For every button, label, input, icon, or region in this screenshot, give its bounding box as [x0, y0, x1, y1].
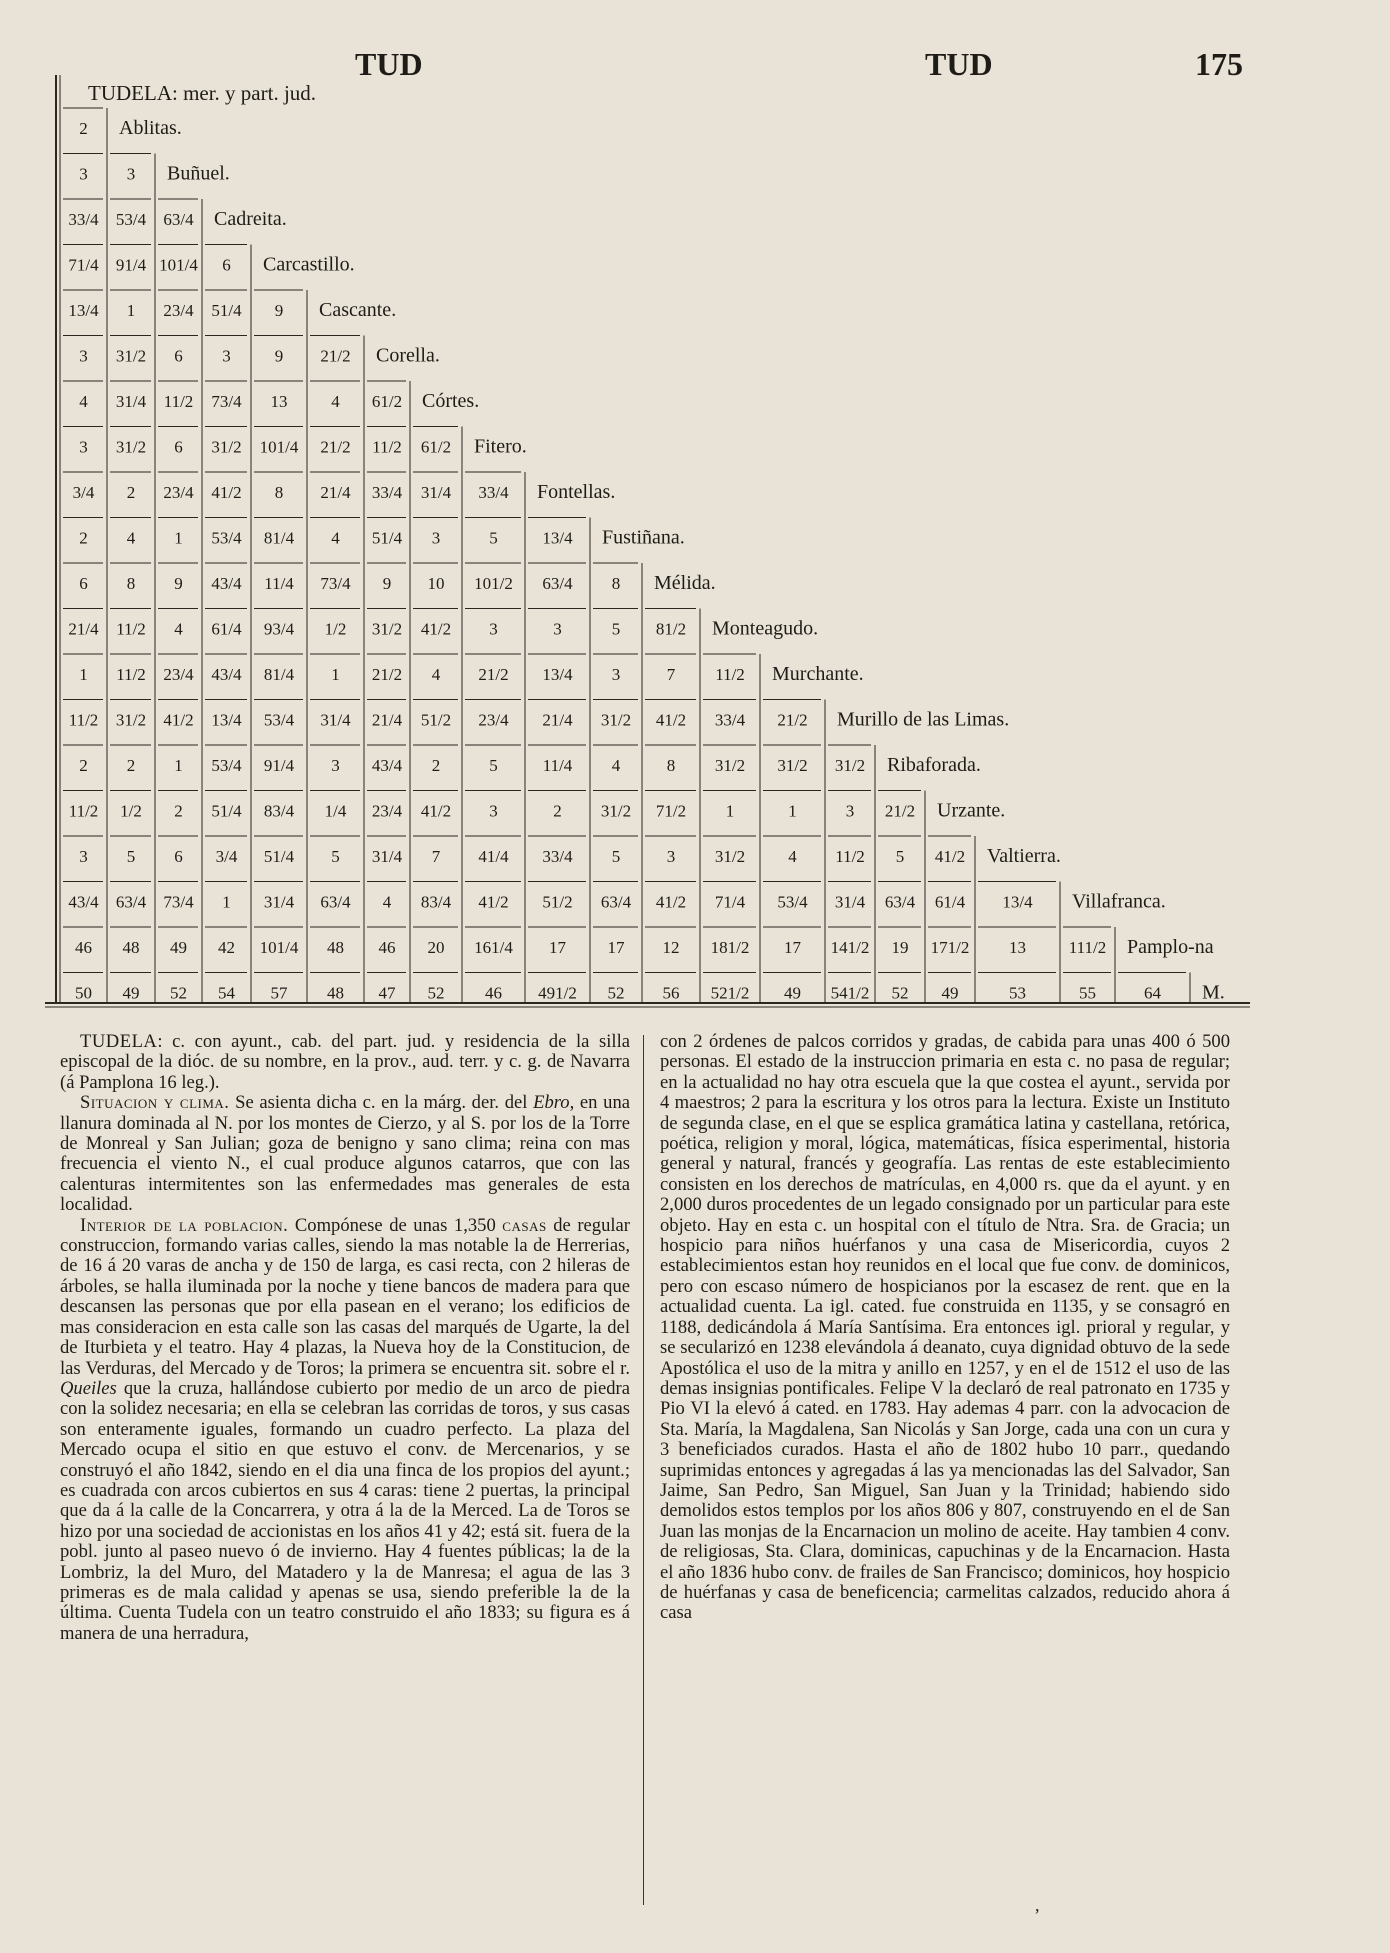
distance-value: 3 — [489, 619, 498, 639]
distance-value: 31/2 — [600, 710, 632, 730]
distance-value: 2 — [79, 528, 88, 548]
text-run: que la cruza, hallándose cubierto por medio de un arco de piedra con la solidez necesaria; en ella se celebran las corridas de toros, y sus casas son enteramente iguales, formando un cuadro perfecto. La plaza del Mercado ocupa el sitio en que estuvo el conv. de Mercenarios, y se construyó el año 1842, siendo en el dia una finca de los propios del ayunt.; es cuadrada con arcos cubiertos en sus 4 caras: tiene 2 puertas, la principal que da á la calle de la Concarrera, y otra á la de la Merced. La de Toros se hizo por una sociedad de accionistas en los años 41 y 42; está sit. fuera de la pobl. junto al paseo nuevo ó de invierno. Hay 4 fuentes públicas; la de la Lombriz, la del Muro, del Matadero y la de Manresa; el agua de las 3 primeras es de mala calidad y apenas se usa, siendo preferible la de la última. Cuenta Tudela con un teatro construido el año 1833; su figura es á manera de una herradura, — [60, 1377, 630, 1644]
paragraph — [60, 1032, 630, 1093]
text-run: Compónese de unas 1,350 — [288, 1214, 503, 1236]
distance-value: 3 — [126, 164, 136, 184]
distance-value: 23/4 — [478, 710, 509, 730]
distance-value: 31/2 — [714, 756, 746, 776]
running-header-left: TUD — [355, 46, 423, 82]
distance-value: 521/2 — [710, 983, 750, 1003]
distance-value: 49 — [170, 938, 187, 958]
distance-value: 21/2 — [320, 437, 351, 457]
town-name: Córtes. — [422, 390, 480, 413]
section-heading: Situacion y clima. — [80, 1092, 230, 1114]
distance-value: 64 — [1144, 983, 1161, 1003]
distance-value: 3 — [666, 847, 676, 867]
distance-value: 23/4 — [163, 301, 194, 321]
distance-value: 8 — [611, 574, 621, 594]
distance-value: 81/4 — [263, 665, 295, 685]
town-name: Urzante. — [937, 799, 1006, 822]
distance-value: 101/4 — [259, 938, 299, 958]
distance-value: 3 — [845, 801, 855, 821]
distance-value: 31/4 — [420, 483, 452, 503]
distance-value: 8 — [666, 756, 676, 776]
distance-value: 53/4 — [211, 756, 242, 776]
distance-value: 31/2 — [600, 801, 632, 821]
distance-value: 2 — [126, 483, 136, 503]
distance-value: 73/4 — [211, 392, 242, 412]
text-run: : c. con ayunt., cab. del part. jud. y residencia de la silla episcopal de la dióc. de su nombre, en la prov., aud. terr. y c. g. de Navarra (á Pamplona 16 leg.). — [60, 1031, 630, 1093]
distance-value: 41/2 — [655, 892, 687, 912]
distance-value: 73/4 — [163, 892, 194, 912]
distance-value: 41/2 — [163, 710, 194, 730]
text-run: Ebro — [533, 1092, 570, 1114]
distance-value: 23/4 — [163, 665, 194, 685]
text-run: de regular construccion, formando varias calles, siendo la mas notable la de Herrerias, de 16 á 20 varas de ancha y de 150 de larga, es casi recta, con 2 hileras de árboles, se halla iluminada por la noche y tiene bancos de madera para que descansen las personas que por ella pasean en el verano; los edificios de mas consideracion en esta calle son las casas del marqués de Ugarte, la del de Iturbieta y el teatro. Hay 4 plazas, la Nueva hoy de la Constitucion, de las Verduras, del Mercado y de Toros; la primera se encuentra sit. sobre el r. — [60, 1214, 630, 1379]
distance-value: 91/4 — [115, 255, 147, 275]
distance-value: 13 — [270, 392, 288, 412]
distance-value: 21/2 — [320, 346, 351, 366]
distance-value: 161/4 — [474, 938, 513, 958]
distance-value: 4 — [382, 892, 392, 912]
distance-value: 2 — [79, 756, 88, 776]
town-name: Fontellas. — [537, 481, 616, 504]
town-name: Valtierra. — [987, 845, 1061, 868]
distance-value: 5 — [331, 847, 340, 867]
distance-value: 31/2 — [777, 756, 808, 776]
distance-value: 2 — [553, 801, 562, 821]
distance-value: 7 — [431, 847, 441, 867]
distance-value: 2 — [174, 801, 183, 821]
town-name: Mélida. — [654, 572, 716, 595]
town-name: Murchante. — [772, 663, 864, 686]
distance-value: 21/2 — [884, 801, 916, 821]
distance-value: 31/2 — [714, 847, 746, 867]
distance-value: 4 — [331, 392, 340, 412]
distance-value: 101/2 — [474, 574, 513, 594]
distance-value: 48 — [327, 938, 344, 958]
distance-value: 73/4 — [320, 574, 351, 594]
distance-value: 52 — [607, 983, 625, 1003]
distance-value: 33/4 — [478, 483, 509, 503]
distance-value: 3 — [79, 346, 88, 366]
distance-value: 21/2 — [371, 665, 403, 685]
distance-value: 63/4 — [884, 892, 916, 912]
distance-value: 55 — [1079, 983, 1096, 1003]
distance-value: 53/4 — [115, 210, 147, 230]
town-name: Carcastillo. — [263, 253, 355, 276]
distance-value: 53/4 — [777, 892, 808, 912]
distance-value: 6 — [79, 574, 88, 594]
distance-value: 13/4 — [542, 665, 573, 685]
distance-value: 53 — [1009, 983, 1026, 1003]
distance-value: 11/2 — [116, 665, 146, 685]
distance-value: 1 — [725, 801, 735, 821]
distance-value: 11/4 — [264, 574, 294, 594]
distance-value: 31/2 — [115, 710, 147, 730]
distance-value: 49 — [941, 983, 959, 1003]
distance-value: 3 — [611, 665, 621, 685]
distance-value: 1 — [174, 756, 183, 776]
distance-value: 43/4 — [211, 574, 242, 594]
distance-value: 71/4 — [714, 892, 746, 912]
paragraph — [60, 1093, 630, 1215]
distance-value: 31/2 — [834, 756, 866, 776]
distance-value: 43/4 — [68, 892, 99, 912]
distance-value: 3/4 — [72, 483, 95, 503]
distance-value: 12 — [662, 938, 680, 958]
distance-value: 51/4 — [211, 801, 242, 821]
town-name: Villafranca. — [1072, 890, 1166, 913]
town-name: Cadreita. — [214, 208, 287, 231]
distance-value: 31/4 — [263, 892, 295, 912]
distance-value: 93/4 — [263, 619, 295, 639]
distance-value: 11/2 — [715, 665, 745, 685]
distance-value: 91/4 — [263, 756, 295, 776]
distance-value: 6 — [174, 346, 183, 366]
distance-value: 83/4 — [263, 801, 295, 821]
distance-value: 31/2 — [115, 437, 147, 457]
distance-value: 19 — [891, 938, 909, 958]
town-name: Buñuel. — [167, 162, 230, 185]
column-divider — [643, 1035, 644, 1905]
distance-value: 50 — [75, 983, 92, 1003]
distance-value: 13/4 — [1002, 892, 1033, 912]
distance-value: 31/2 — [115, 346, 147, 366]
distance-value: 21/4 — [68, 619, 99, 639]
distance-value: 20 — [427, 938, 445, 958]
distance-value: 63/4 — [115, 892, 147, 912]
section-heading: casas — [502, 1214, 547, 1236]
distance-value: 61/4 — [934, 892, 966, 912]
distance-value: 31/4 — [320, 710, 351, 730]
distance-value: 1/2 — [120, 801, 142, 821]
distance-value: 2 — [79, 119, 88, 139]
distance-value: 33/4 — [542, 847, 573, 867]
distance-value: 48 — [122, 938, 140, 958]
distance-value: 171/2 — [930, 938, 970, 958]
distance-value: 8 — [126, 574, 136, 594]
distance-value: 4 — [431, 665, 441, 685]
table-title: TUDELA: mer. y part. jud. — [88, 81, 317, 105]
distance-value: 41/2 — [934, 847, 966, 867]
distance-value: 13 — [1009, 938, 1026, 958]
distance-value: 11/2 — [116, 619, 146, 639]
town-name: Fustiñana. — [602, 526, 685, 549]
distance-value: 111/2 — [1068, 938, 1107, 958]
distance-value: 42 — [218, 938, 235, 958]
distance-value: 56 — [662, 983, 680, 1003]
distance-value: 41/2 — [655, 710, 687, 730]
distance-value: 52 — [891, 983, 909, 1003]
distance-value: 6 — [174, 847, 183, 867]
town-name: Fitero. — [474, 435, 527, 458]
distance-value: 52 — [170, 983, 187, 1003]
distance-value: 101/4 — [259, 437, 299, 457]
distance-value: 11/2 — [163, 392, 194, 412]
distance-value: 11/2 — [372, 437, 402, 457]
distance-value: 81/2 — [655, 619, 687, 639]
distance-value: 3 — [79, 437, 88, 457]
distance-value: 41/2 — [420, 619, 452, 639]
distance-value: 6 — [222, 255, 231, 275]
distance-value: 9 — [382, 574, 392, 594]
distance-value: 63/4 — [163, 210, 194, 230]
distance-value: 31/4 — [834, 892, 866, 912]
distance-value: 53/4 — [211, 528, 242, 548]
distance-value: 8 — [274, 483, 284, 503]
town-name: Ribaforada. — [887, 754, 981, 777]
paragraph — [60, 1216, 630, 1645]
running-header-center: TUD — [925, 46, 993, 82]
distance-value: 5 — [489, 756, 498, 776]
distance-value: 491/2 — [538, 983, 577, 1003]
distance-value: 83/4 — [420, 892, 452, 912]
distance-value: 23/4 — [371, 801, 403, 821]
distance-value: 1/2 — [324, 619, 347, 639]
distance-value: 21/2 — [777, 710, 808, 730]
text-run: con 2 órdenes de palcos corridos y gradas, de cabida para unas 400 ó 500 personas. El estado de la instruccion primaria en esta c. no pasa de regular; en la actualidad no hay otra escuela que la que costea el ayunt., servida por 4 maestros; 2 para la escritura y los otros para la lectura. Existe un Instituto de segunda clase, en el que se esplica gramática latina y castellana, retórica, poética, religion y moral, lógica, matemáticas, física esperimental, historia general y natural, francés y geografía. Las rentas de este establecimiento consisten en los derechos de matrículas, en 4,000 rs. que da el ayunt. y en 2,000 duros procedentes de un legado consignado por un particular para este objeto. Hay en esta c. un hospital con el título de Ntra. Sra. de Gracia; un hospicio para niños huérfanos y una casa de Misericordia, cuyos 2 establecimientos estan hoy reunidos en el local que fue conv. de dominicos, pero con escaso número de hospicianos por la escasez de rent. que en la actualidad cuenta. La igl. cated. fue construida en 1135, y se consagró en 1188, dedicándola á María Santísima. Era entonces igl. prioral y regular, y se secularizó en 1238 elevándola á deanato, cuya dignidad obtuvo de la sede Apostólica el uso de la mitra y anillo en 1257, y en el de 1512 el uso de las demas insignias pontificales. Felipe V la declaró de real patronato en 1735 y Pio VI la elevó á cated. en 1783. Hay ademas 4 parr. con la advocacion de Sta. María, la Magdalena, San Nicolás y San Jorge, cada una con un cura y 3 beneficiados curados. Hasta el año de 1802 hubo 10 parr., quedando suprimidas entonces y agregadas á las ya mencionadas las del Salvador, San Jaime, San Pedro, San Miguel, San Juan y la Trinidad; habiendo sido demolidos estos templos por los años 806 y 807, construyendo en el de San Juan las monjas de la Encarnacion un molino de aceite. Hay tambien 4 conv. de religiosas, Sta. Clara, dominicas, capuchinas y de la Encarnacion. Hasta el año 1836 hubo conv. de frailes de San Francisco; dominicos, hoy hospicio de huérfanas y casa de beneficencia; carmelitas calzados, reducido ahora á casa — [660, 1031, 1230, 1624]
town-name: Ablitas. — [119, 117, 182, 140]
distance-value: 46 — [378, 938, 396, 958]
distance-value: 9 — [274, 301, 284, 321]
distance-value: 33/4 — [714, 710, 746, 730]
town-name: Murillo de las Limas. — [837, 708, 1010, 731]
distance-value: 41/2 — [478, 892, 509, 912]
distance-value: 9 — [274, 346, 284, 366]
distance-value: 4 — [331, 528, 340, 548]
distance-value: 3 — [79, 847, 88, 867]
distance-value: 11/2 — [835, 847, 865, 867]
distance-value: 52 — [427, 983, 445, 1003]
text-run: Se asienta dicha c. en la márg. der. del — [229, 1092, 534, 1114]
distance-value: 41/4 — [478, 847, 509, 867]
distance-value: 46 — [75, 938, 92, 958]
distance-value: 1 — [174, 528, 183, 548]
distance-value: 11/2 — [68, 710, 99, 730]
text-run: , en una llanura dominada al N. por los montes de Cierzo, y al S. por los de la Torre de Monreal y San Julian; goza de benigno y sano clima; reina con mas frecuencia el viento N., el cual produce algunos catarros, que con las calenturas intermitentes son las enfermedades mas generales de esta localidad. — [60, 1092, 630, 1216]
distance-value: 31/4 — [115, 392, 147, 412]
distance-value: 53/4 — [263, 710, 295, 730]
distance-value: 1/4 — [324, 801, 347, 821]
distance-value: 4 — [126, 528, 136, 548]
section-heading: TUDELA — [80, 1031, 158, 1052]
distance-value: 46 — [485, 983, 502, 1003]
distance-value: 1 — [222, 892, 231, 912]
distance-value: 11/2 — [68, 801, 99, 821]
text-column-left — [60, 1032, 630, 1644]
distance-value: 51/4 — [211, 301, 242, 321]
distance-value: 43/4 — [211, 665, 242, 685]
distance-value: 31/2 — [211, 437, 242, 457]
distance-value: 10 — [427, 574, 445, 594]
distance-value: 21/2 — [478, 665, 509, 685]
distance-value: 11/4 — [542, 756, 573, 776]
town-name: Cascante. — [319, 299, 397, 322]
distance-value: 3 — [79, 164, 88, 184]
distance-value: 21/4 — [542, 710, 573, 730]
distance-value: 63/4 — [600, 892, 632, 912]
distance-value: 1 — [79, 665, 88, 685]
distance-value: 63/4 — [542, 574, 573, 594]
distance-value: 43/4 — [371, 756, 403, 776]
distance-value: 21/4 — [320, 483, 351, 503]
distance-value: 49 — [784, 983, 801, 1003]
distance-value: 4 — [788, 847, 797, 867]
distance-value: 51/2 — [542, 892, 573, 912]
distance-value: 7 — [666, 665, 676, 685]
printer-mark: , — [1035, 1895, 1040, 1915]
distance-value: 6 — [174, 437, 183, 457]
distance-value: 3 — [222, 346, 231, 366]
distance-value: 4 — [79, 392, 88, 412]
distance-value: 61/2 — [371, 392, 403, 412]
distance-value: 63/4 — [320, 892, 351, 912]
distance-value: 2 — [431, 756, 441, 776]
distance-value: 3 — [431, 528, 441, 548]
distance-value: 17 — [549, 938, 566, 958]
distance-value: 13/4 — [68, 301, 99, 321]
distance-value: 5 — [126, 847, 136, 867]
distance-value: 4 — [611, 756, 621, 776]
distance-value: 3 — [553, 619, 562, 639]
text-run: Queiles — [60, 1377, 117, 1399]
paragraph — [660, 1032, 1230, 1624]
distance-value: 48 — [327, 983, 344, 1003]
section-heading: Interior de la poblacion. — [80, 1214, 289, 1236]
distance-value: 141/2 — [830, 938, 870, 958]
town-name: Monteagudo. — [712, 617, 819, 640]
distance-value: 1 — [126, 301, 136, 321]
distance-value: 5 — [611, 619, 621, 639]
town-name: M. — [1202, 981, 1225, 1004]
distance-value: 1 — [331, 665, 340, 685]
distance-value: 5 — [611, 847, 621, 867]
distance-value: 23/4 — [163, 483, 194, 503]
distance-value: 3/4 — [215, 847, 238, 867]
distance-value: 49 — [122, 983, 140, 1003]
distance-value: 81/4 — [263, 528, 295, 548]
distance-value: 3 — [489, 801, 498, 821]
distance-value: 51/2 — [420, 710, 452, 730]
distance-value: 31/2 — [371, 619, 403, 639]
distance-value: 541/2 — [830, 983, 870, 1003]
distance-value: 71/2 — [655, 801, 687, 821]
distance-value: 13/4 — [211, 710, 242, 730]
distance-value: 57 — [270, 983, 288, 1003]
distance-value: 3 — [331, 756, 340, 776]
distance-value: 31/4 — [371, 847, 403, 867]
distance-value: 1 — [788, 801, 797, 821]
text-column-right — [660, 1032, 1230, 1624]
distance-value: 71/4 — [68, 255, 99, 275]
distance-value: 5 — [489, 528, 498, 548]
distance-value: 101/4 — [159, 255, 198, 275]
distance-value: 47 — [378, 983, 396, 1003]
distance-value: 61/4 — [211, 619, 242, 639]
distance-value: 4 — [174, 619, 183, 639]
town-name: Corella. — [376, 344, 440, 367]
distance-value: 181/2 — [710, 938, 750, 958]
distance-value: 9 — [174, 574, 183, 594]
distance-value: 13/4 — [542, 528, 573, 548]
distance-value: 2 — [126, 756, 136, 776]
distance-value: 5 — [895, 847, 905, 867]
town-name: Pamplo-na — [1127, 936, 1214, 959]
distance-value: 51/4 — [371, 528, 403, 548]
distance-value: 54 — [218, 983, 235, 1003]
distance-value: 17 — [607, 938, 625, 958]
distance-value: 61/2 — [420, 437, 452, 457]
distance-value: 41/2 — [211, 483, 242, 503]
page-number: 175 — [1195, 46, 1243, 82]
distance-value: 21/4 — [371, 710, 403, 730]
distance-value: 33/4 — [68, 210, 99, 230]
distance-value: 41/2 — [420, 801, 452, 821]
distance-value: 33/4 — [371, 483, 403, 503]
distance-value: 17 — [784, 938, 801, 958]
distance-value: 51/4 — [263, 847, 295, 867]
